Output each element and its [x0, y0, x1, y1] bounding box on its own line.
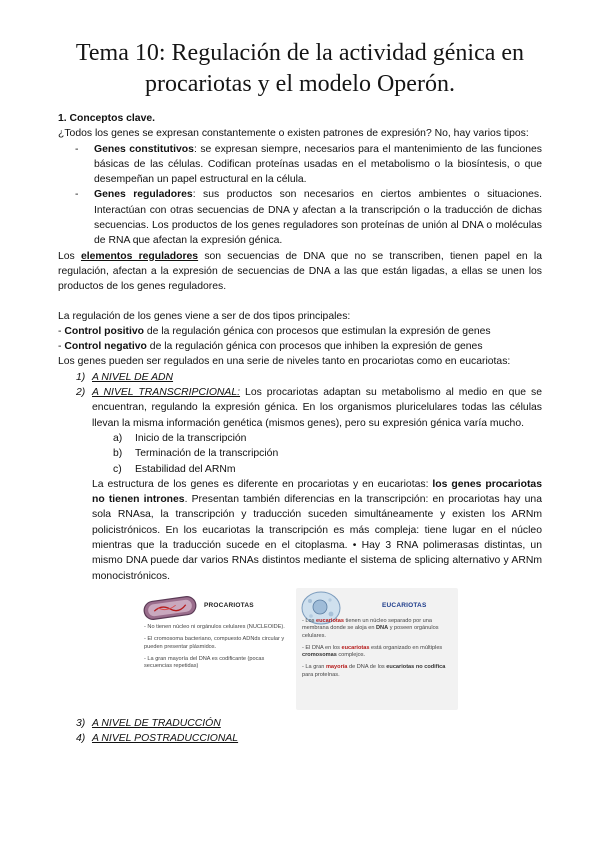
- text-span: - Los: [302, 617, 316, 624]
- eukaryote-panel: [296, 588, 458, 710]
- sublevel-label: Estabilidad del ARNm: [135, 463, 236, 475]
- term-positive-control: Control positivo: [64, 325, 145, 337]
- eukaryote-item: [302, 618, 450, 640]
- list-item: [58, 385, 542, 431]
- highlight: mayoría: [325, 664, 348, 671]
- text-span: y poseen orgánulos celulares.: [302, 625, 439, 639]
- eukaryote-item: [302, 664, 450, 679]
- highlight: eucariotas no codifica: [386, 664, 446, 671]
- highlight: DNA: [376, 625, 389, 632]
- bold-statement: los genes procariotas no tienen intrones: [92, 478, 542, 506]
- positive-control-line: - Control positivo de la regulación génica con procesos que estimulan la expresión de genes: [58, 325, 491, 337]
- text-span: para proteínas.: [302, 671, 340, 678]
- sublevel-label: Terminación de la transcripción: [135, 448, 279, 460]
- list-number: 3): [76, 717, 86, 729]
- level-transcription-label: A NIVEL TRANSCRIPCIONAL:: [92, 387, 241, 399]
- text-span: de la regulación génica con procesos que inhiben la expresión de genes: [146, 341, 483, 353]
- term-negative-control: Control negativo: [64, 341, 147, 353]
- eukaryote-title: EUCARIOTAS: [382, 601, 427, 609]
- list-item: [113, 431, 542, 446]
- bacterium-icon: [142, 594, 200, 622]
- list-number: 4): [76, 733, 86, 745]
- regulation-intro: La regulación de los genes viene a ser de dos tipos principales:: [58, 310, 351, 322]
- definition-text: : se expresan siempre, necesarios para el mantenimiento de las funciones básicas de las células. Codifican proteínas usadas en el metabolismo o la biosíntesis, o que desempeñan un papel estructural en la célula.: [94, 143, 542, 186]
- section-heading: 1. Conceptos clave.: [58, 113, 156, 124]
- regulatory-elements-paragraph: [58, 249, 542, 295]
- document-title: Tema 10: Regulación de la actividad génica en procariotas y el modelo Operón.: [75, 40, 525, 97]
- list-item: [58, 370, 542, 385]
- list-number: 1): [76, 371, 86, 383]
- highlight: eucariotas: [341, 644, 370, 651]
- levels-list-continued: [58, 716, 542, 747]
- negative-control-line: - Control negativo de la regulación génica con procesos que inhiben la expresión de genes: [58, 341, 483, 353]
- text-span: - La gran: [302, 664, 326, 671]
- text-span: Los: [58, 250, 81, 262]
- term-regulatory: Genes reguladores: [94, 189, 193, 201]
- document-body: [58, 111, 542, 747]
- gene-types-list: [58, 142, 542, 249]
- text-span: La estructura de los genes es diferente en procariotas y en eucariotas:: [92, 478, 433, 490]
- prokaryote-item: - La gran mayoría del DNA es codificante (pocas secuencias repetidas): [144, 655, 265, 670]
- transcription-sublist: [58, 431, 542, 477]
- text-span: de DNA de los: [347, 664, 387, 671]
- level-translation-label: A NIVEL DE TRADUCCIÓN: [92, 717, 221, 729]
- eukaryote-item: [302, 645, 450, 660]
- list-item: [113, 446, 542, 461]
- text-span: son secuencias de DNA que no se transcriben, tienen papel en la regulación, afectan a la expresión de secuencias de DNA a las que están ligadas, a ellas se unen los productos de los genes reguladores.: [58, 250, 542, 293]
- levels-list: [58, 370, 542, 431]
- text-span: tienen un núcleo separado por una membrana donde se aloja en: [302, 617, 432, 632]
- list-item: [58, 142, 542, 188]
- list-item: [58, 716, 542, 731]
- text-span: . Presentan también diferencias en la transcripción: en procariotas hay una sola RNAsa, la transcripción y traducción suceden simultáneamente y existen los ARNm policistrónicos. En los eucariotas la transcripción es más compleja: tiene lugar en el núcleo mientras que la traducción sucede en el citoplasma. • Hay 3 RNA polimerasas distintas, un mismo DNA puede dar varios RNAs distintos mediante el sistema de splicing alternativo y ARNm monocistrónicos.: [92, 494, 542, 582]
- comparison-figure: [58, 588, 542, 712]
- level-posttranslational-label: A NIVEL POSTRADUCCIONAL: [92, 733, 239, 745]
- term-regulatory-elements: elementos reguladores: [80, 250, 199, 262]
- prokaryote-panel: [138, 588, 293, 710]
- text-span: - El DNA en los: [302, 644, 342, 651]
- sublevel-label: Inicio de la transcripción: [135, 432, 247, 444]
- prokaryote-text: [144, 624, 285, 675]
- list-letter: b): [113, 448, 123, 460]
- level-text: Los procariotas adaptan su metabolismo al medio en que se encuentran, regulando la expresión génica. En los organismos pluricelulares todas las células llevan la misma información genética (mismos genes), pero su expresión génica varía mucho.: [92, 387, 542, 429]
- list-item: [113, 462, 542, 477]
- definition-text: : sus productos son necesarios en ciertos ambientes o situaciones. Interactúan con otras secuencias de DNA y afectan a la transcripción o la traducción de dichas secuencias. Los productos de los genes reguladores son proteínas de unión al DNA o moléculas de RNA que afectan la expresión génica.: [94, 189, 543, 247]
- levels-intro: Los genes pueden ser regulados en una serie de niveles tanto en procariotas como en eucariotas:: [58, 356, 511, 368]
- text-span: complejos.: [336, 652, 366, 659]
- list-item: [58, 187, 542, 248]
- text-span: está organizado en múltiples: [369, 644, 443, 651]
- list-letter: a): [113, 432, 123, 444]
- list-number: 2): [76, 387, 86, 399]
- intro-paragraph: ¿Todos los genes se expresan constantemente o existen patrones de expresión? No, hay varios tipos:: [58, 128, 529, 140]
- highlight: eucariotas: [316, 617, 344, 624]
- level-dna-label: A NIVEL DE ADN: [92, 371, 174, 383]
- highlight: cromosomas: [302, 652, 337, 659]
- eukaryote-text: [302, 618, 450, 684]
- prokaryote-title: PROCARIOTAS: [204, 601, 254, 609]
- list-item: [58, 731, 542, 746]
- list-letter: c): [113, 463, 122, 475]
- term-constitutive: Genes constitutivos: [94, 143, 194, 155]
- text-span: de la regulación génica con procesos que estimulan la expresión de genes: [144, 325, 491, 337]
- gene-structure-paragraph: [58, 477, 542, 584]
- prokaryote-item: - No tienen núcleo ni orgánulos celulares (NUCLEOIDE).: [144, 623, 285, 630]
- prokaryote-item: - El cromosoma bacteriano, compuesto ADNds circular y pueden presentar plásmidos.: [144, 636, 285, 650]
